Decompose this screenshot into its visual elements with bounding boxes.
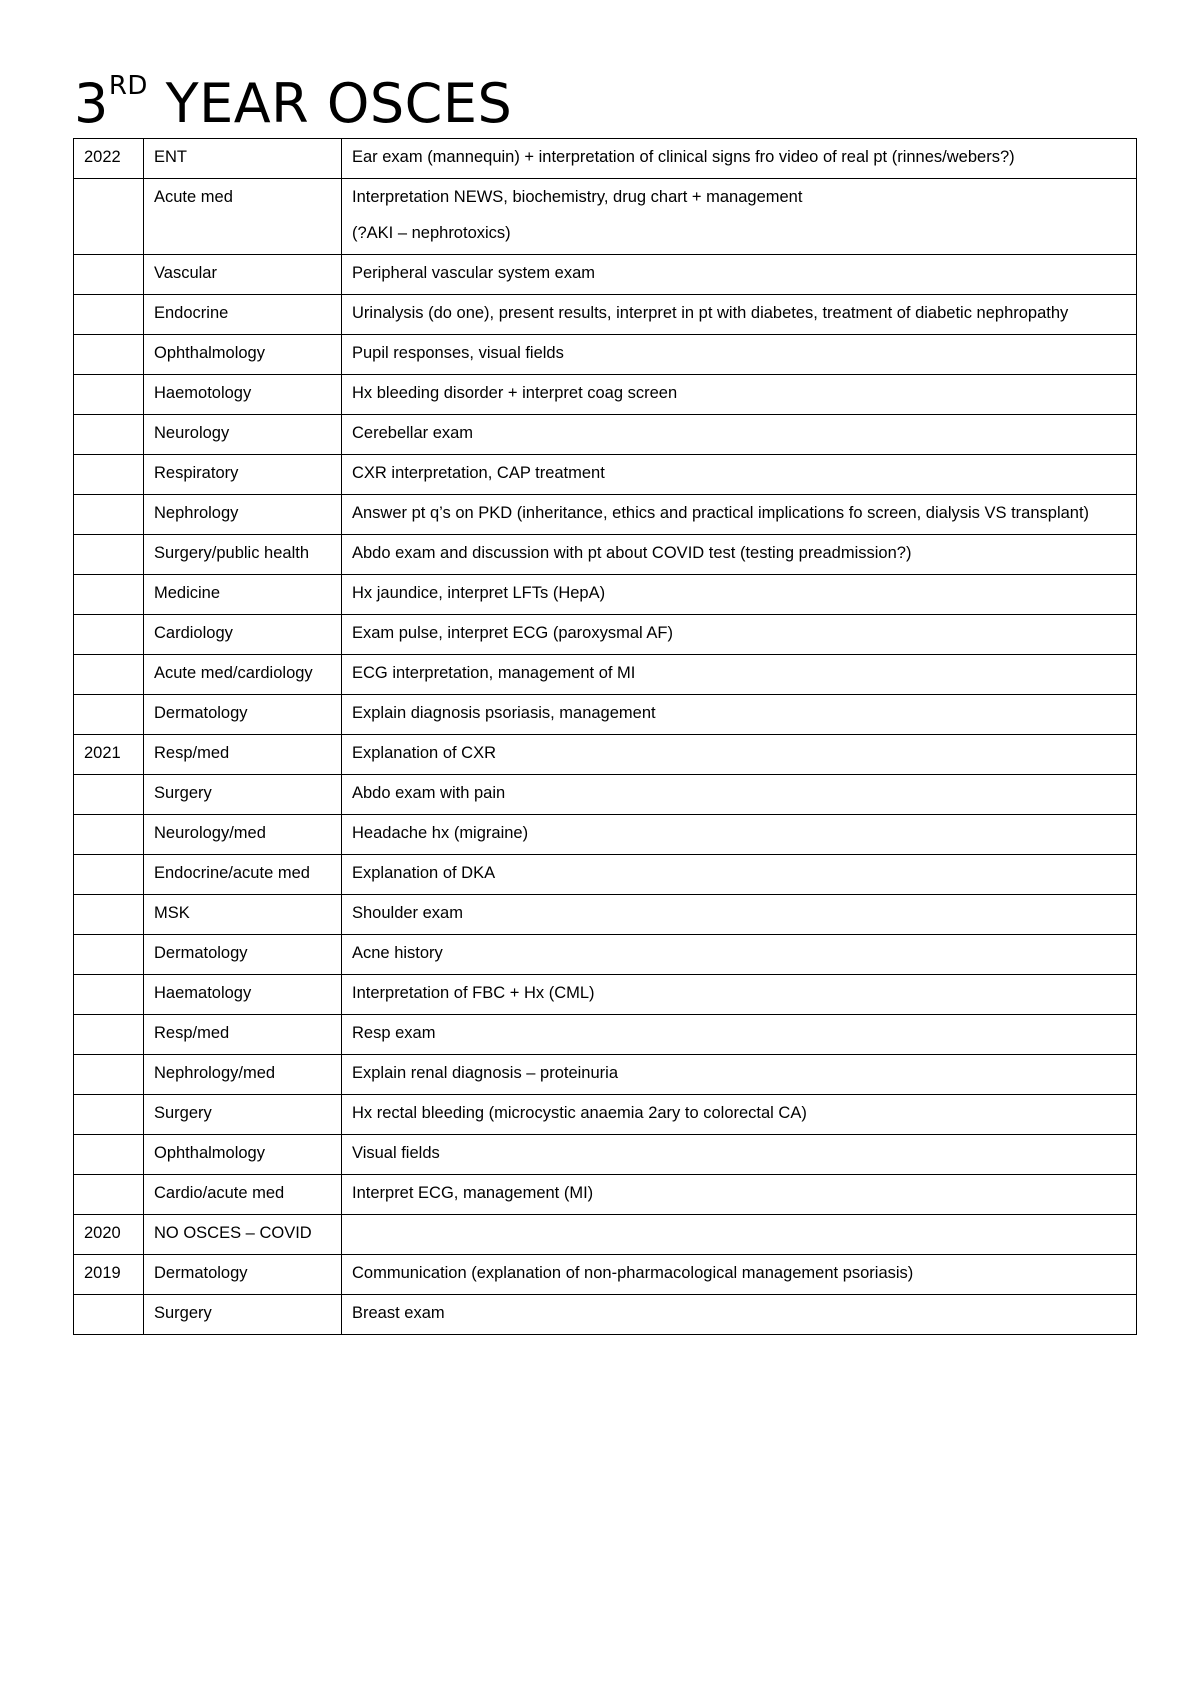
description-cell [342,775,1137,815]
title-number: 3 [74,72,109,135]
description-cell [342,895,1137,935]
year-cell [74,495,144,535]
specialty-cell: Neurology [144,415,342,455]
description-cell [342,495,1137,535]
description-cell [342,815,1137,855]
description-cell [342,735,1137,775]
description-line: Interpret ECG, management (MI) [352,1184,594,1202]
description-line: Breast exam [352,1304,445,1322]
year-cell [74,935,144,975]
description-cell [342,139,1137,179]
description-line: Hx jaundice, interpret LFTs (HepA) [352,584,606,602]
year-cell [74,1135,144,1175]
description-line: Urinalysis (do one), present results, interpret in pt with diabetes, treatment of diabetic nephropathy [352,304,1069,322]
description-cell [342,535,1137,575]
description-cell [342,255,1137,295]
table-row [74,1255,1137,1295]
description-line: Headache hx (migraine) [352,824,529,842]
table-row [74,455,1137,495]
specialty-cell: Surgery/public health [144,535,342,575]
specialty-cell: Medicine [144,575,342,615]
description-cell [342,1175,1137,1215]
table-row [74,335,1137,375]
specialty-cell: Endocrine [144,295,342,335]
table-row [74,695,1137,735]
table-row [74,575,1137,615]
table-row [74,1055,1137,1095]
description-line: Shoulder exam [352,904,463,922]
specialty-cell: Nephrology/med [144,1055,342,1095]
specialty-cell: ENT [144,139,342,179]
table-row [74,935,1137,975]
year-cell [74,1295,144,1335]
description-line: Resp exam [352,1024,436,1042]
description-cell [342,179,1137,255]
description-cell [342,695,1137,735]
title-text: YEAR OSCES [147,72,513,135]
year-cell [74,615,144,655]
year-cell: 2021 [74,735,144,775]
description-line: Interpretation NEWS, biochemistry, drug chart + management [352,188,803,206]
year-cell: 2019 [74,1255,144,1295]
description-line: Explain renal diagnosis – proteinuria [352,1064,618,1082]
table-row [74,295,1137,335]
table-row [74,1175,1137,1215]
description-line: Hx bleeding disorder + interpret coag screen [352,384,678,402]
specialty-cell: Cardio/acute med [144,1175,342,1215]
description-line: Ear exam (mannequin) + interpretation of clinical signs fro video of real pt (rinnes/webers?) [352,148,1015,166]
table-row [74,415,1137,455]
specialty-cell: Vascular [144,255,342,295]
description-cell [342,1135,1137,1175]
description-cell [342,295,1137,335]
year-cell [74,815,144,855]
description-cell [342,935,1137,975]
description-line: Hx rectal bleeding (microcystic anaemia 2ary to colorectal CA) [352,1104,807,1122]
specialty-cell: Resp/med [144,1015,342,1055]
specialty-cell: Haematology [144,975,342,1015]
table-row [74,495,1137,535]
year-cell [74,895,144,935]
description-cell [342,1055,1137,1095]
table-row [74,1095,1137,1135]
description-cell [342,455,1137,495]
description-cell [342,615,1137,655]
specialty-cell: Acute med [144,179,342,255]
year-cell [74,375,144,415]
description-cell [342,575,1137,615]
description-line: Acne history [352,944,443,962]
description-cell [342,1095,1137,1135]
specialty-cell: Dermatology [144,1255,342,1295]
table-row [74,855,1137,895]
year-cell [74,179,144,255]
description-line: Explain diagnosis psoriasis, management [352,704,656,722]
description-cell [342,415,1137,455]
specialty-cell: Dermatology [144,935,342,975]
description-cell [342,375,1137,415]
specialty-cell: Surgery [144,775,342,815]
description-cell [342,1215,1137,1255]
year-cell [74,1095,144,1135]
year-cell [74,535,144,575]
table-row [74,1015,1137,1055]
specialty-cell: Nephrology [144,495,342,535]
specialty-cell: Cardiology [144,615,342,655]
year-cell [74,775,144,815]
table-row [74,815,1137,855]
description-line: ECG interpretation, management of MI [352,664,636,682]
table-row [74,179,1137,255]
year-cell: 2022 [74,139,144,179]
year-cell [74,455,144,495]
specialty-cell: Acute med/cardiology [144,655,342,695]
osce-table [73,138,1137,1335]
osce-table-body [74,139,1137,1335]
description-cell [342,655,1137,695]
year-cell [74,295,144,335]
specialty-cell: Surgery [144,1095,342,1135]
year-cell [74,575,144,615]
description-line: Answer pt q’s on PKD (inheritance, ethics and practical implications fo screen, dialysis VS transplant) [352,504,1090,522]
table-row [74,615,1137,655]
description-line: Exam pulse, interpret ECG (paroxysmal AF) [352,624,673,642]
year-cell [74,855,144,895]
year-cell: 2020 [74,1215,144,1255]
table-row [74,975,1137,1015]
description-line: CXR interpretation, CAP treatment [352,464,605,482]
table-row [74,775,1137,815]
table-row [74,1215,1137,1255]
year-cell [74,695,144,735]
year-cell [74,1015,144,1055]
specialty-cell: Surgery [144,1295,342,1335]
description-cell [342,1295,1137,1335]
year-cell [74,1055,144,1095]
specialty-cell: Ophthalmology [144,1135,342,1175]
description-line: Abdo exam with pain [352,784,506,802]
description-line: Communication (explanation of non-pharmacological management psoriasis) [352,1264,914,1282]
page-title [74,70,512,138]
description-line: Explanation of CXR [352,744,496,762]
description-line: Visual fields [352,1144,440,1162]
description-cell [342,1255,1137,1295]
year-cell [74,255,144,295]
year-cell [74,335,144,375]
title-ordinal-suffix: RD [108,71,148,101]
table-row [74,255,1137,295]
description-cell [342,855,1137,895]
specialty-cell: Dermatology [144,695,342,735]
description-line: Explanation of DKA [352,864,496,882]
description-line: Pupil responses, visual fields [352,344,564,362]
specialty-cell: MSK [144,895,342,935]
specialty-cell: NO OSCES – COVID [144,1215,342,1255]
specialty-cell: Endocrine/acute med [144,855,342,895]
description-cell [342,975,1137,1015]
specialty-cell: Haemotology [144,375,342,415]
table-row [74,895,1137,935]
description-cell [342,335,1137,375]
year-cell [74,1175,144,1215]
table-row [74,735,1137,775]
description-cell [342,1015,1137,1055]
description-line: (?AKI – nephrotoxics) [352,224,511,242]
table-row [74,655,1137,695]
year-cell [74,975,144,1015]
table-row [74,375,1137,415]
table-row [74,139,1137,179]
specialty-cell: Respiratory [144,455,342,495]
year-cell [74,655,144,695]
specialty-cell: Ophthalmology [144,335,342,375]
description-line: Abdo exam and discussion with pt about COVID test (testing preadmission?) [352,544,912,562]
description-line: Interpretation of FBC + Hx (CML) [352,984,595,1002]
description-line: Cerebellar exam [352,424,474,442]
specialty-cell: Neurology/med [144,815,342,855]
year-cell [74,415,144,455]
table-row [74,1135,1137,1175]
specialty-cell: Resp/med [144,735,342,775]
description-line: Peripheral vascular system exam [352,264,596,282]
table-row [74,535,1137,575]
table-row [74,1295,1137,1335]
